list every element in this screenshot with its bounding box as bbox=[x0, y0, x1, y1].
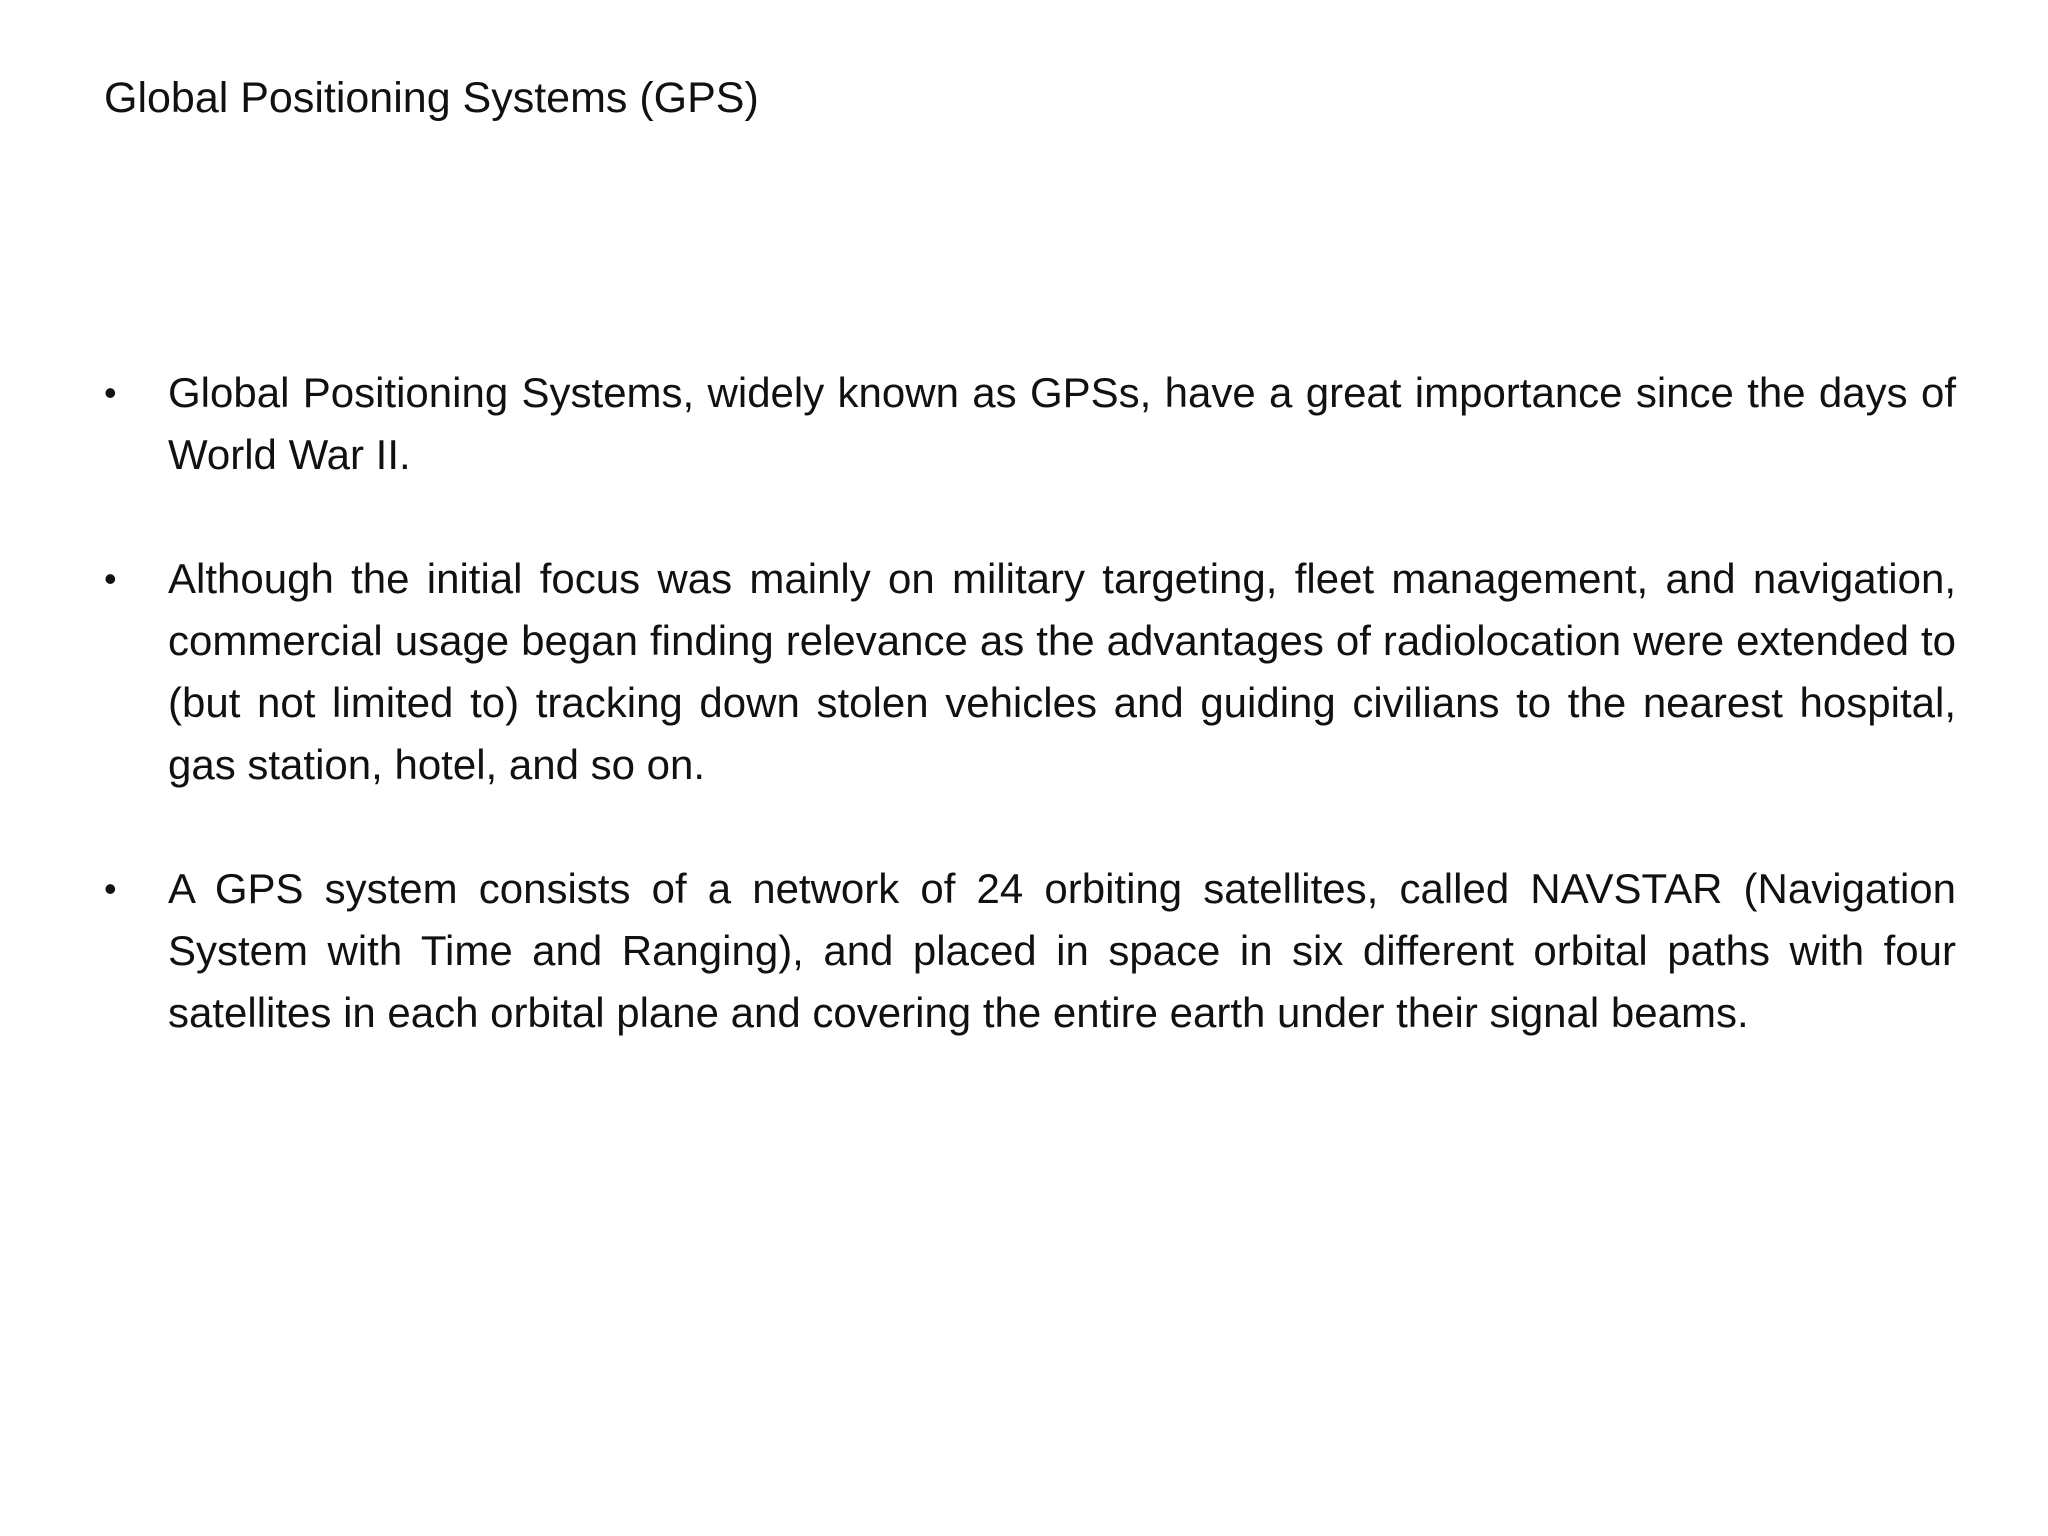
bullet-text: Although the initial focus was mainly on military targeting, fleet management, and navigation, commercial usage began finding relevance as the advantages of radiolocation were extended to (but not limited to) tracking down stolen vehicles and guiding civilians to the nearest hospital, gas station, hotel, and so on. bbox=[168, 555, 1956, 788]
slide-title: Global Positioning Systems (GPS) bbox=[104, 74, 759, 122]
bullet-list bbox=[104, 362, 1956, 1106]
bullet-text: Global Positioning Systems, widely known as GPSs, have a great importance since the days of World War II. bbox=[168, 369, 1956, 478]
bullet-dot-icon: • bbox=[104, 372, 117, 413]
bullet-item bbox=[104, 548, 1956, 796]
bullet-item bbox=[104, 858, 1956, 1044]
bullet-item bbox=[104, 362, 1956, 486]
bullet-dot-icon: • bbox=[104, 868, 117, 909]
bullet-dot-icon: • bbox=[104, 558, 117, 599]
bullet-text: A GPS system consists of a network of 24 orbiting satellites, called NAVSTAR (Navigation System with Time and Ranging), and placed in space in six different orbital paths with four satellites in each orbital plane and covering the entire earth under their signal beams. bbox=[168, 865, 1956, 1036]
